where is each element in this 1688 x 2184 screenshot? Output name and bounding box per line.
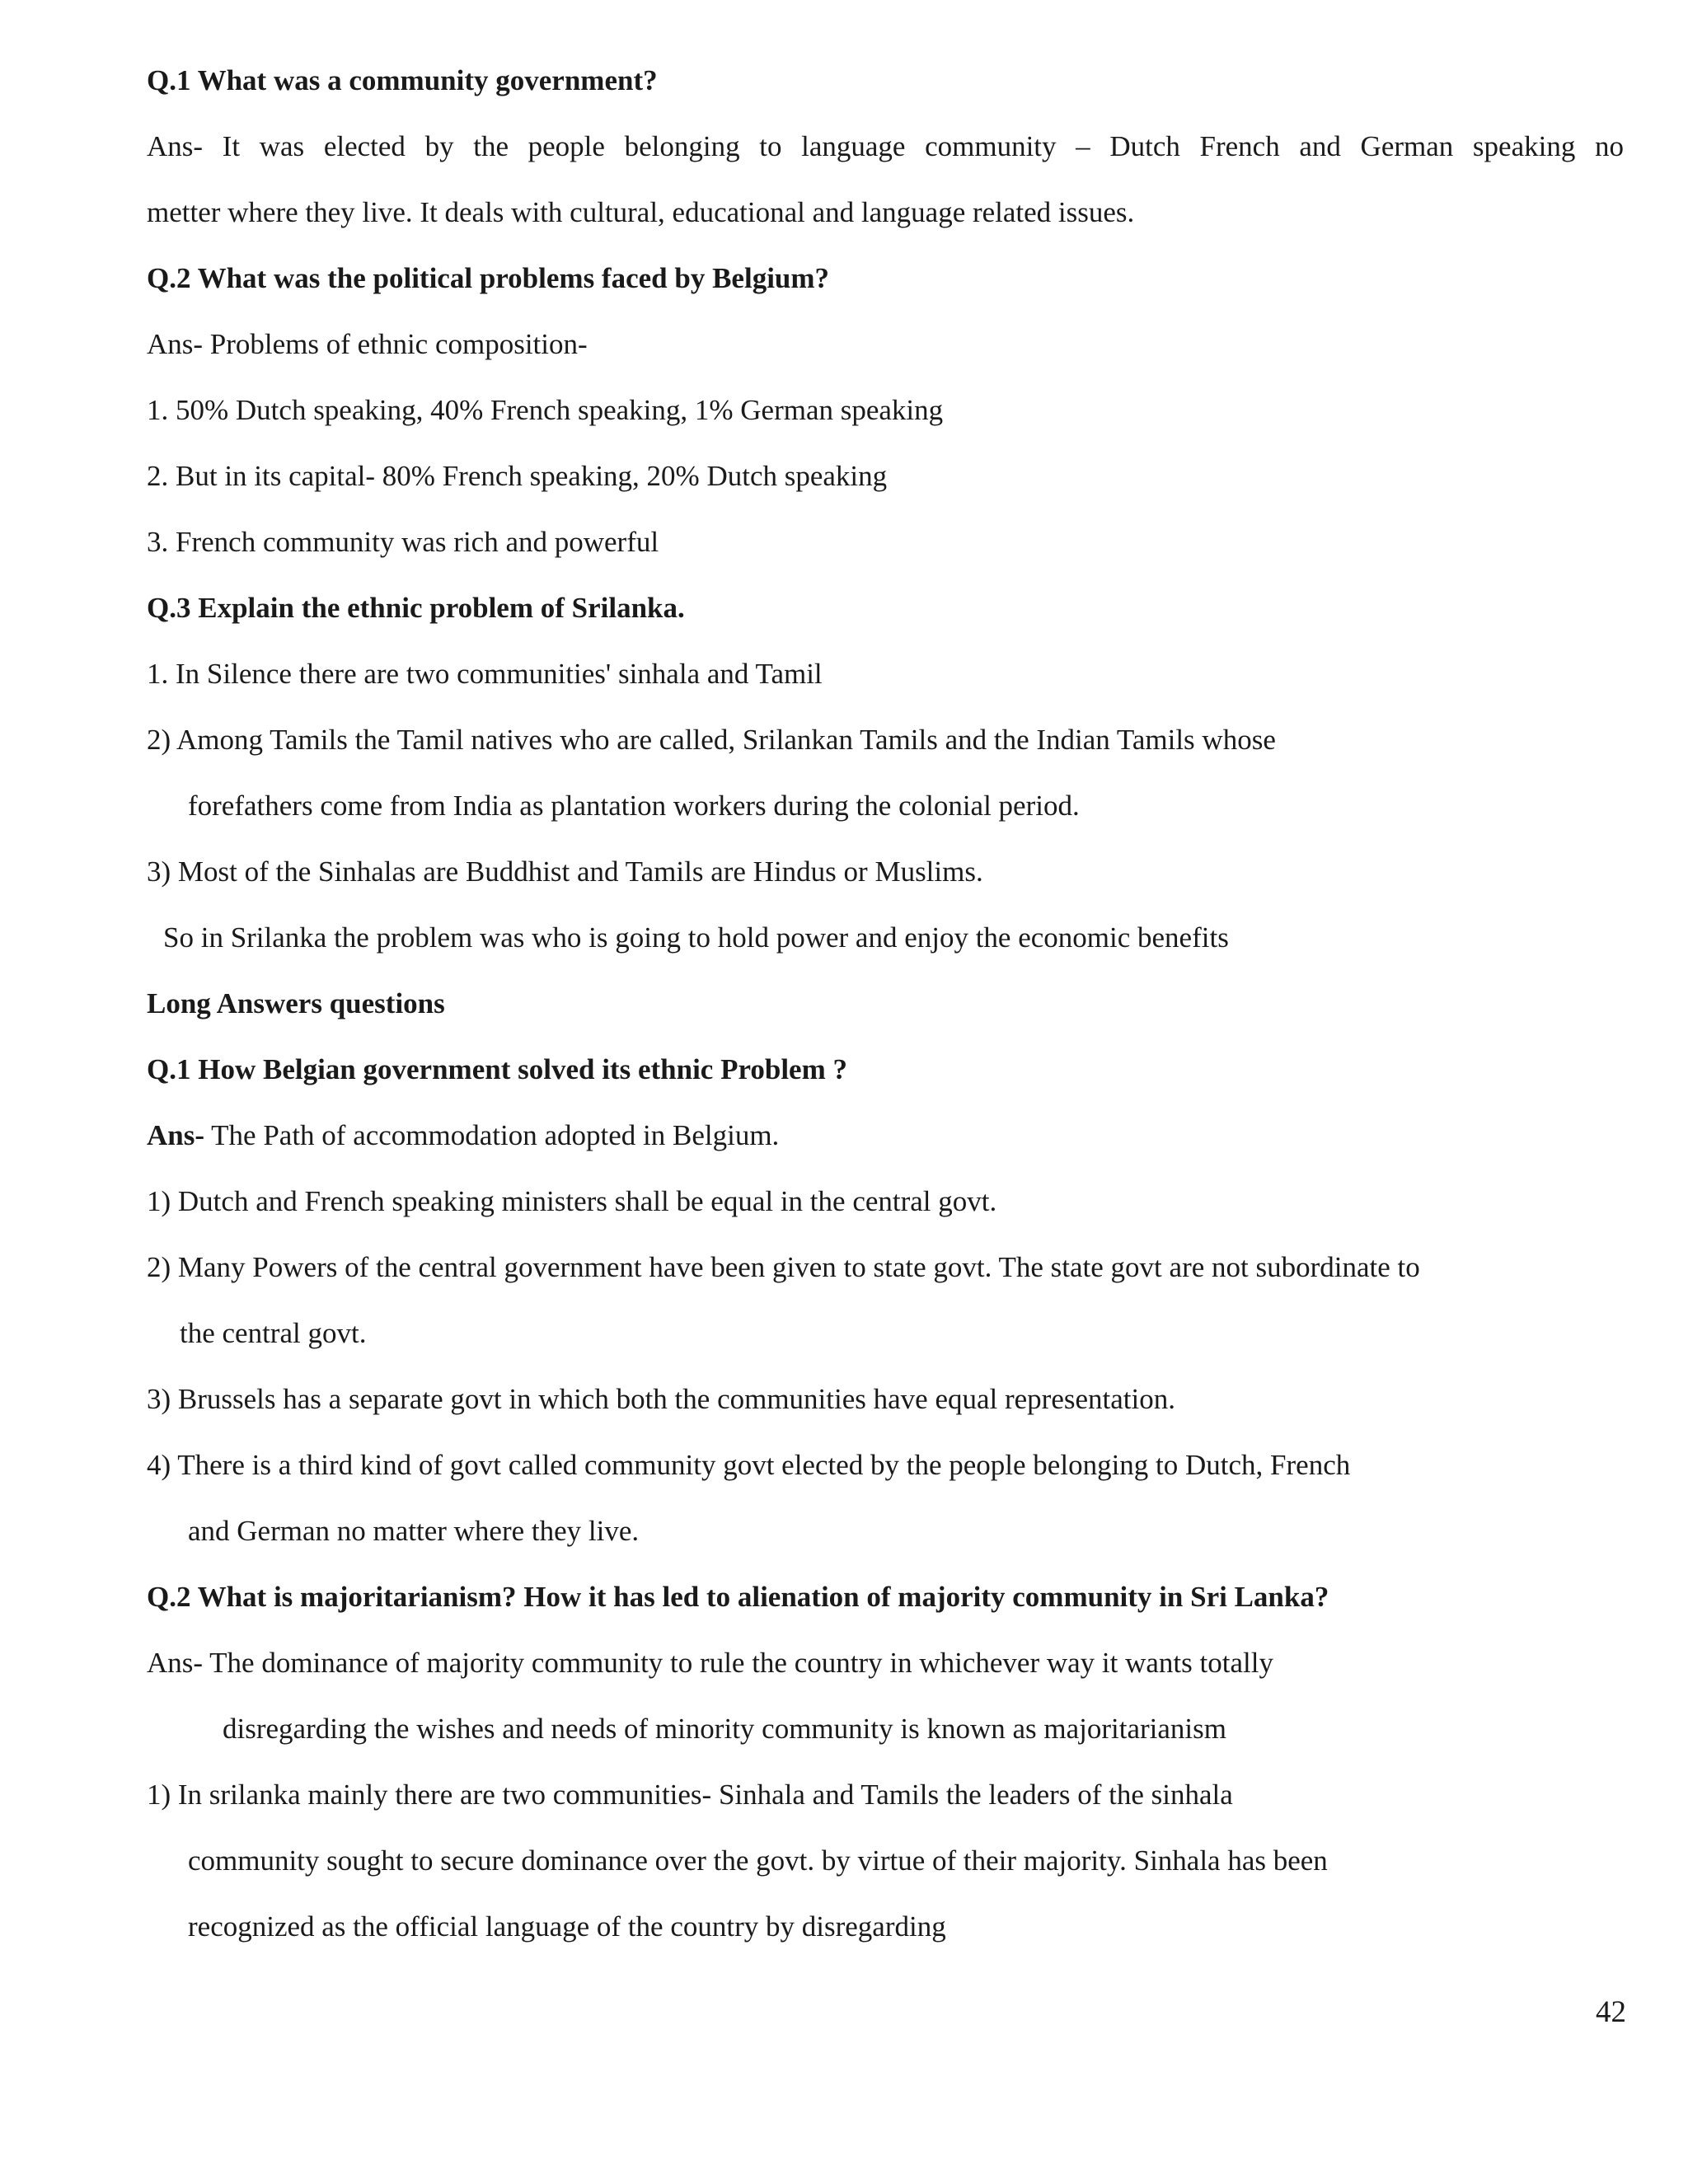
- text-line: 1. In Silence there are two communities' sinhala and Tamil: [147, 658, 823, 690]
- heading-line: Long Answers questions: [147, 987, 445, 1019]
- heading-line: Q.1 How Belgian government solved its ethnic Problem ?: [147, 1053, 847, 1085]
- heading-line: Q.2 What was the political problems faced by Belgium?: [147, 262, 830, 294]
- text-line: So in Srilanka the problem was who is going to hold power and enjoy the economic benefits: [163, 921, 1229, 954]
- text-line: the central govt.: [180, 1317, 367, 1349]
- answer-text: The Path of accommodation adopted in Belgium.: [204, 1119, 780, 1151]
- text-line: 3) Most of the Sinhalas are Buddhist and Tamils are Hindus or Muslims.: [147, 855, 983, 888]
- heading-line: Q.1 What was a community government?: [147, 64, 658, 96]
- text-line: Ans- The dominance of majority community to rule the country in whichever way it wants totally: [147, 1647, 1273, 1679]
- heading-line: Q.3 Explain the ethnic problem of Srilanka.: [147, 592, 685, 624]
- text-line: community sought to secure dominance over the govt. by virtue of their majority. Sinhala has been: [188, 1844, 1328, 1877]
- text-line: 1) In srilanka mainly there are two communities- Sinhala and Tamils the leaders of the sinhala: [147, 1779, 1233, 1811]
- text-line: 2. But in its capital- 80% French speaking, 20% Dutch speaking: [147, 460, 888, 492]
- text-line: [147, 1103, 1624, 1169]
- page-number: 42: [1596, 1995, 1626, 2029]
- text-line: metter where they live. It deals with cultural, educational and language related issues.: [147, 196, 1135, 228]
- answer-label: Ans-: [147, 1119, 205, 1151]
- heading-line: Q.2 What is majoritarianism? How it has led to alienation of majority community in Sri Lanka?: [147, 1581, 1329, 1613]
- text-line: 3. French community was rich and powerful: [147, 526, 659, 558]
- text-line: 2) Among Tamils the Tamil natives who are called, Srilankan Tamils and the Indian Tamils whose: [147, 724, 1276, 756]
- text-line: forefathers come from India as plantation workers during the colonial period.: [188, 790, 1080, 822]
- text-line: 4) There is a third kind of govt called community govt elected by the people belonging to Dutch, French: [147, 1449, 1351, 1481]
- text-line: and German no matter where they live.: [188, 1515, 640, 1547]
- text-line: 1) Dutch and French speaking ministers shall be equal in the central govt.: [147, 1185, 997, 1217]
- text-line: recognized as the official language of the country by disregarding: [188, 1910, 946, 1943]
- text-line: 2) Many Powers of the central government have been given to state govt. The state govt are not subordinate to: [147, 1251, 1420, 1283]
- text-line: 1. 50% Dutch speaking, 40% French speaking, 1% German speaking: [147, 394, 944, 426]
- text-line: disregarding the wishes and needs of minority community is known as majoritarianism: [223, 1713, 1226, 1745]
- text-line: 3) Brussels has a separate govt in which both the communities have equal representation.: [147, 1383, 1175, 1415]
- text-line: Ans- Problems of ethnic composition-: [147, 328, 588, 360]
- document-body: [147, 48, 1624, 1960]
- text-line: Ans- It was elected by the people belonging to language community – Dutch French and German speaking no: [147, 130, 1624, 162]
